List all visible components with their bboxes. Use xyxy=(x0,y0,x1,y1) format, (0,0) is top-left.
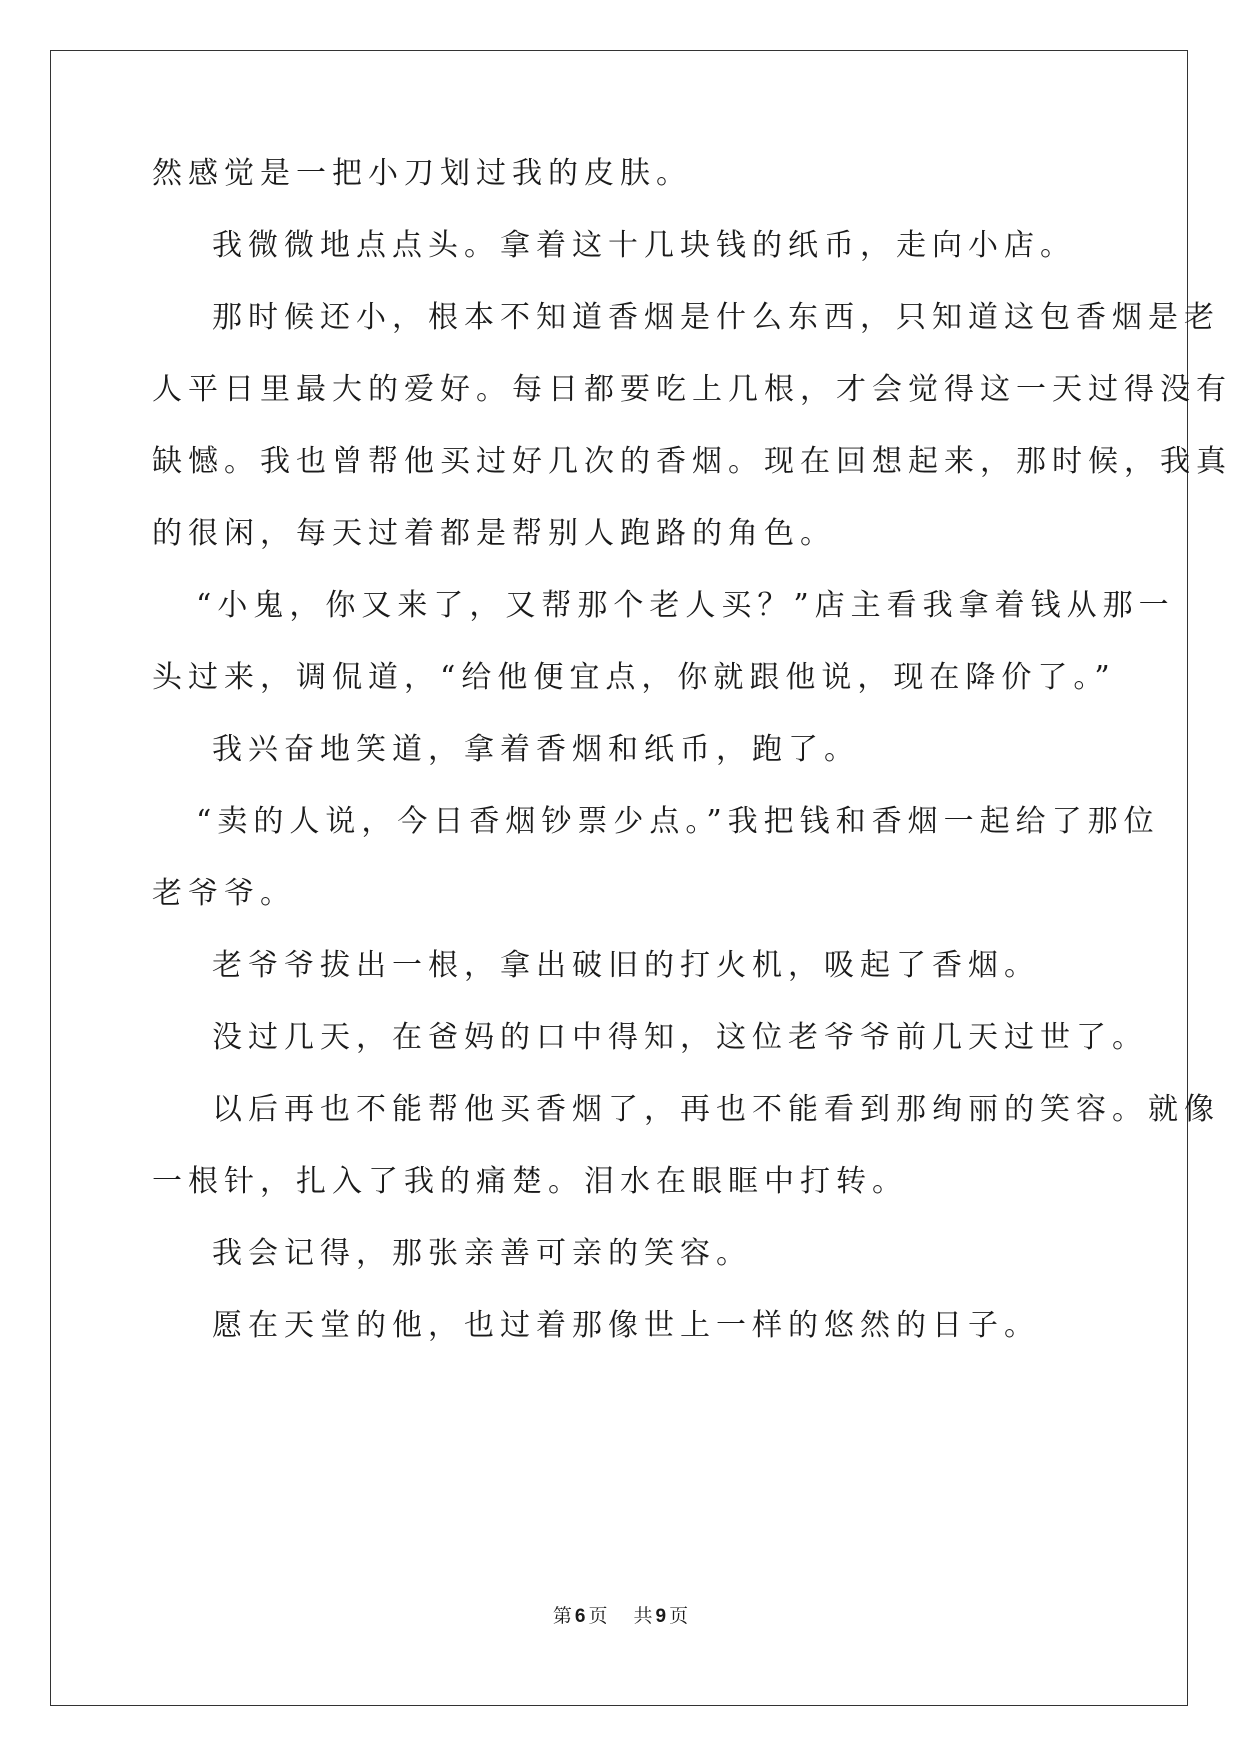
text-line-12: 老爷爷拔出一根，拿出破旧的打火机，吸起了香烟。 xyxy=(212,948,1040,983)
text-line-9: 我兴奋地笑道，拿着香烟和纸币，跑了。 xyxy=(212,732,860,767)
text-line-4: 人平日里最大的爱好。每日都要吃上几根，才会觉得这一天过得没有 xyxy=(152,372,1232,407)
text-line-11: 老爷爷。 xyxy=(152,876,296,911)
page-current: 6 xyxy=(574,1606,586,1627)
text-line-2: 我微微地点点头。拿着这十几块钱的纸币，走向小店。 xyxy=(212,228,1076,263)
total-suffix: 页 xyxy=(669,1605,689,1627)
text-line-13: 没过几天，在爸妈的口中得知，这位老爷爷前几天过世了。 xyxy=(212,1020,1148,1055)
text-line-5: 缺憾。我也曾帮他买过好几次的香烟。现在回想起来，那时候，我真 xyxy=(152,444,1232,479)
page-total: 9 xyxy=(655,1606,667,1627)
text-line-14: 以后再也不能帮他买香烟了，再也不能看到那绚丽的笑容。就像 xyxy=(212,1092,1220,1127)
text-line-6: 的很闲，每天过着都是帮别人跑路的角色。 xyxy=(152,516,836,551)
total-prefix: 共 xyxy=(633,1605,653,1627)
page-footer xyxy=(0,1604,1241,1629)
text-line-8: 头过来，调侃道，“给他便宜点，你就跟他说，现在降价了。” xyxy=(152,660,1116,695)
text-line-7: “小鬼，你又来了，又帮那个老人买？”店主看我拿着钱从那一 xyxy=(196,588,1175,623)
text-line-17: 愿在天堂的他，也过着那像世上一样的悠然的日子。 xyxy=(212,1308,1040,1343)
page-suffix: 页 xyxy=(588,1605,608,1627)
text-line-16: 我会记得，那张亲善可亲的笑容。 xyxy=(212,1236,752,1271)
text-line-15: 一根针，扎入了我的痛楚。泪水在眼眶中打转。 xyxy=(152,1164,908,1199)
text-line-1: 然感觉是一把小刀划过我的皮肤。 xyxy=(152,156,692,191)
page-prefix: 第 xyxy=(552,1605,572,1627)
text-line-3: 那时候还小，根本不知道香烟是什么东西，只知道这包香烟是老 xyxy=(212,300,1220,335)
text-line-10: “卖的人说，今日香烟钞票少点。”我把钱和香烟一起给了那位 xyxy=(196,804,1160,839)
